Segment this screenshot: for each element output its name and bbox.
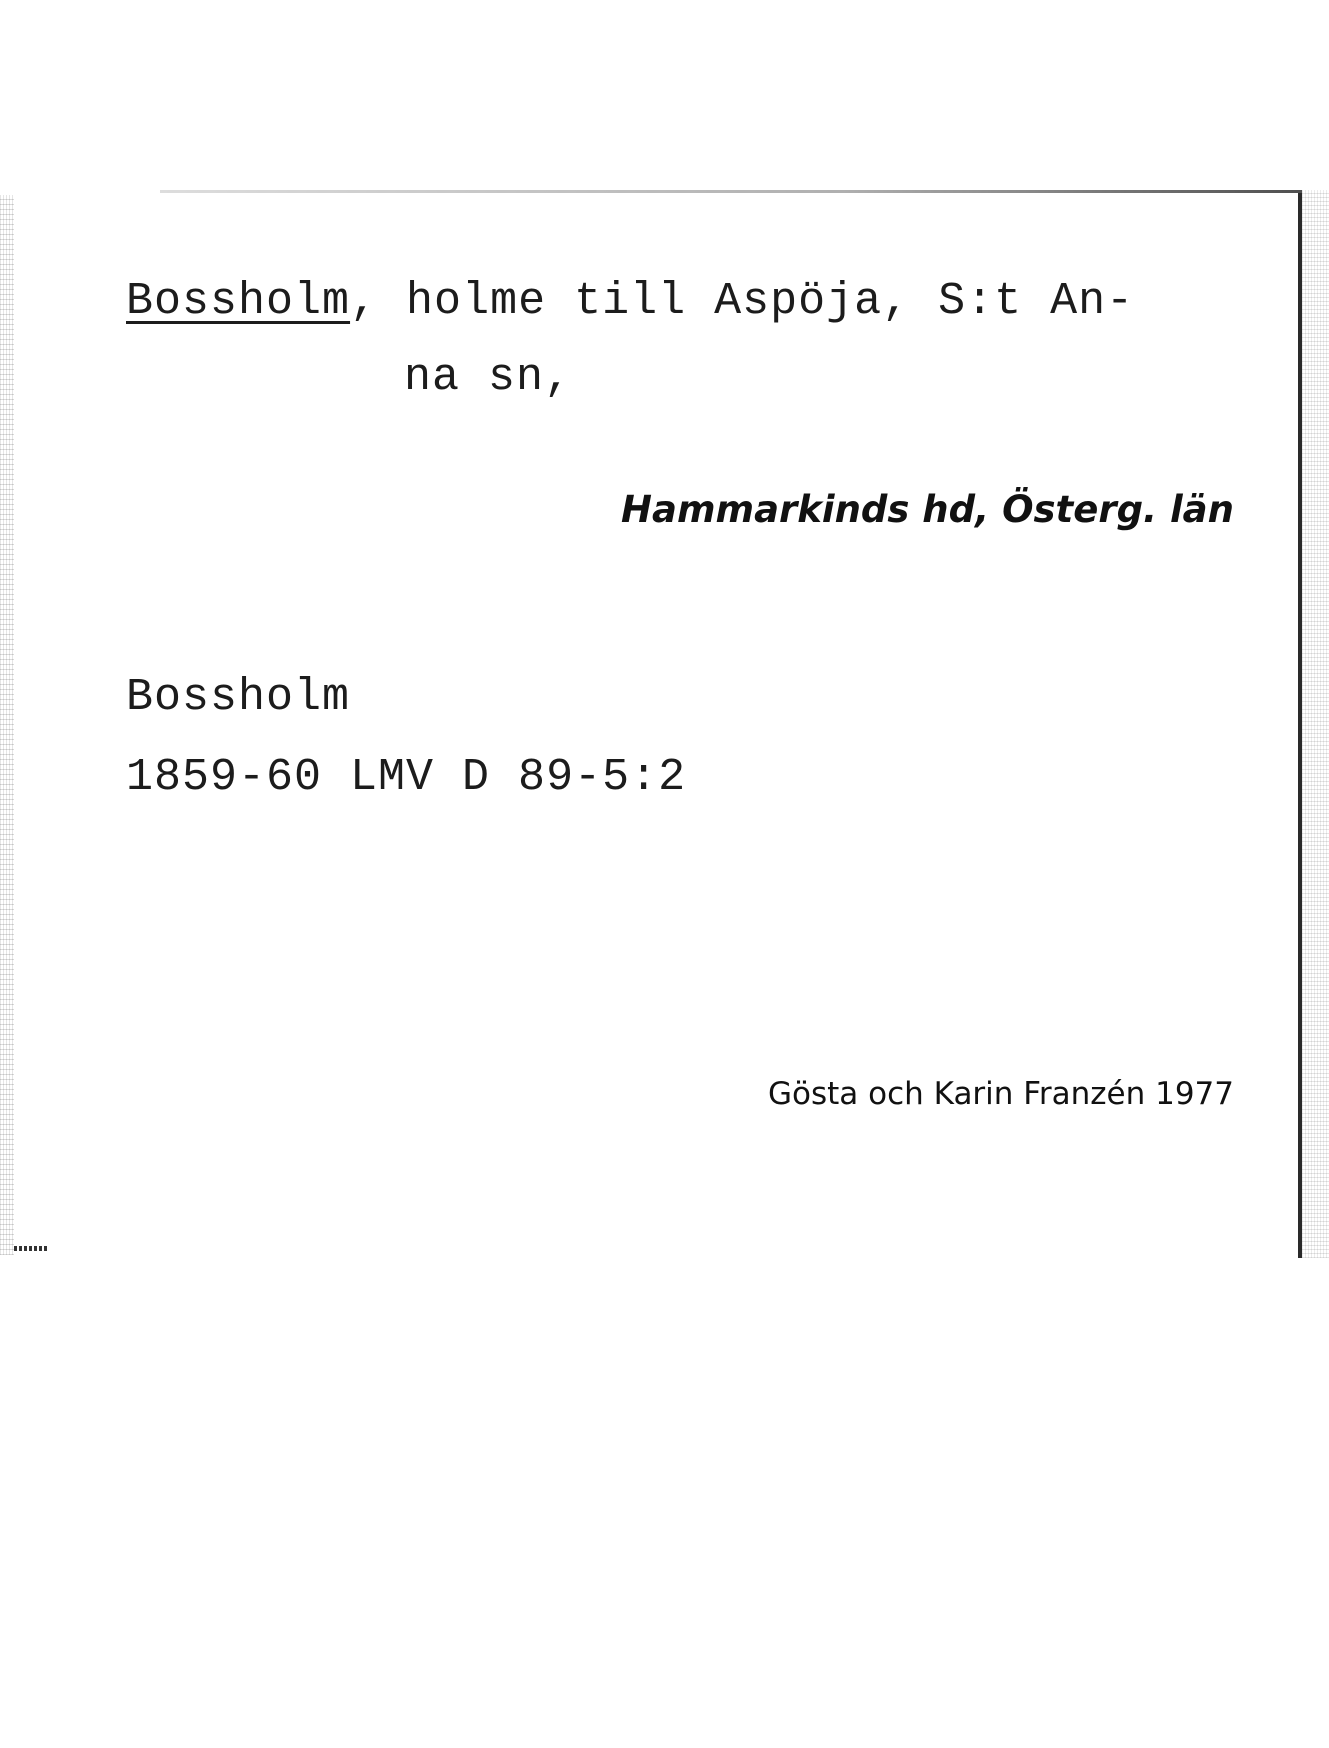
source-reference: 1859-60 LMV D 89-5:2 (126, 752, 687, 803)
credit-line: Gösta och Karin Franzén 1977 (768, 1076, 1234, 1112)
card-heading-line (126, 276, 1134, 327)
source-place-name: Bossholm (126, 672, 351, 723)
card-top-edge (160, 190, 1302, 193)
district-label: Hammarkinds hd, Österg. län (621, 488, 1234, 531)
place-name-heading: Bossholm (126, 276, 351, 327)
place-description-line2: na sn, (404, 352, 573, 403)
place-description-line1: , holme till Aspöja, S:t An- (350, 276, 1135, 327)
left-scan-mark (14, 1246, 48, 1251)
card-right-shadow (1302, 190, 1329, 1258)
left-scan-edge (0, 195, 14, 1255)
